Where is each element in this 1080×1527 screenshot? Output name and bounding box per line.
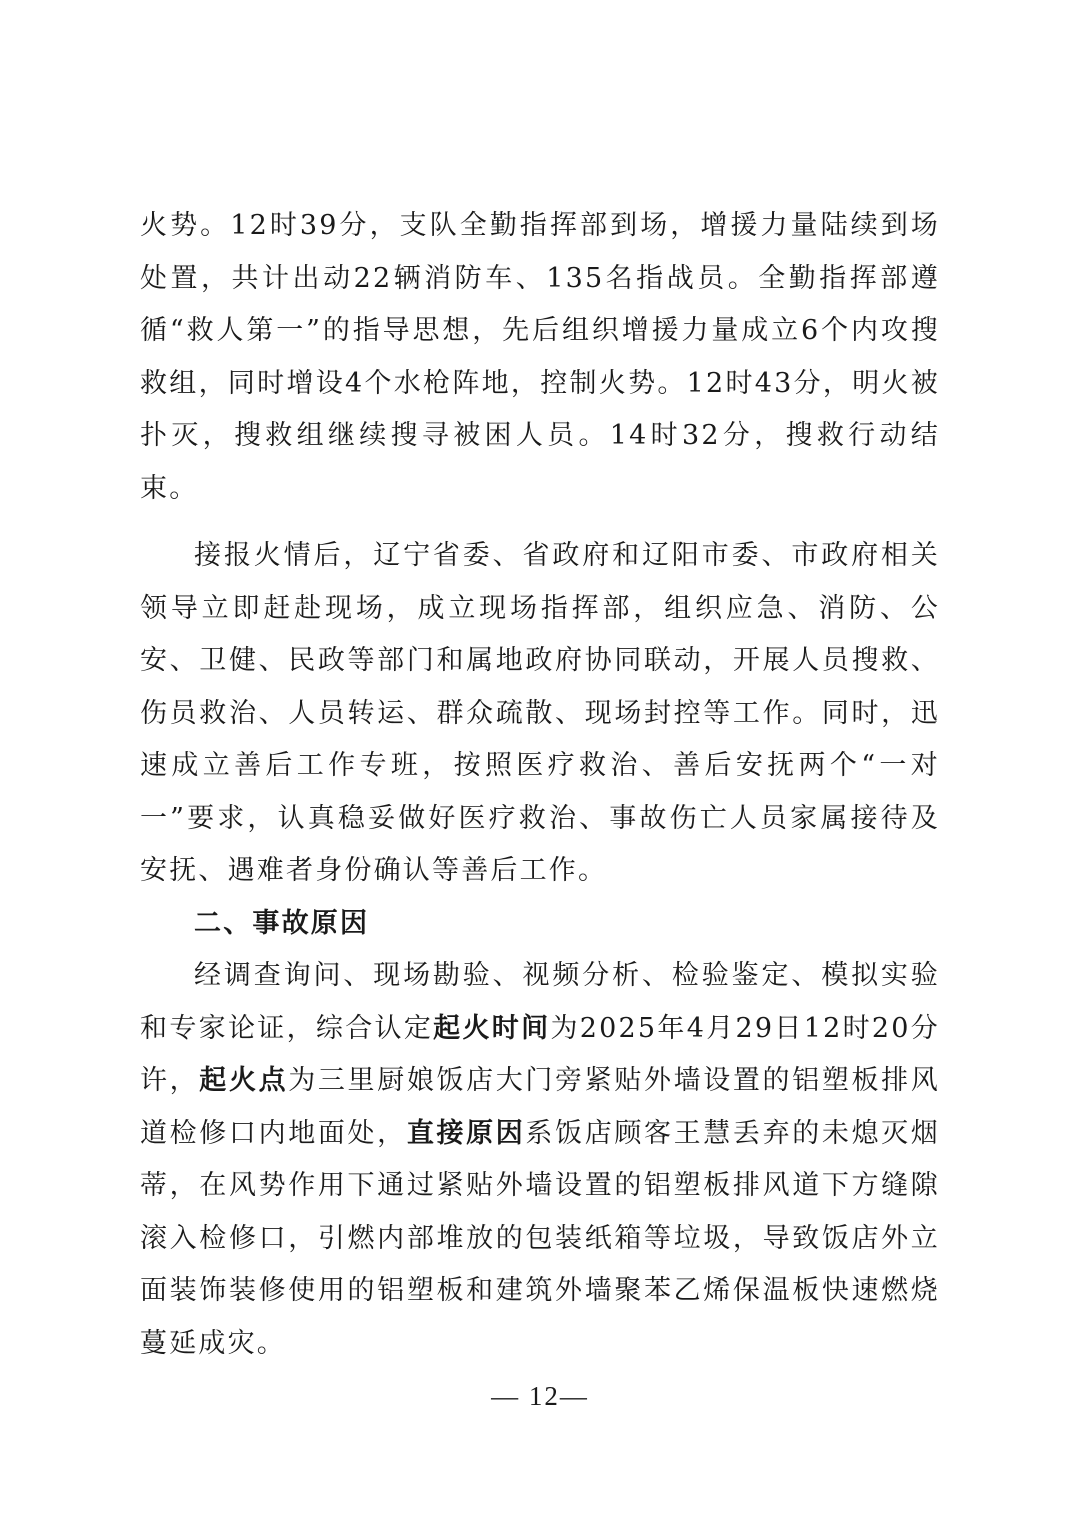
cause-text-part-2: 为2025年4月29日12时20分许，: [140, 1012, 940, 1096]
paragraph-emergency-response: 接报火情后，辽宁省委、省政府和辽阳市委、市政府相关领导立即赶赴现场，成立现场指挥部，组织应急、消防、公安、卫健、民政等部门和属地政府协同联动，开展人员搜救、伤员救治、人员转运、群众疏散、现场封控等工作。同时，迅速成立善后工作专班，按照医疗救治、善后安抚两个“一对一”要求，认真稳妥做好医疗救治、事故伤亡人员家属接待及安抚、遇难者身份确认等善后工作。: [140, 540, 940, 886]
fire-time-label: 起火时间: [433, 1012, 551, 1044]
cause-text-part-3: 为三里厨娘饭店大门旁紧贴外墙设置的铝塑板排风道检修口内地面处，: [140, 1065, 940, 1149]
paragraph-accident-cause: [140, 950, 940, 1370]
cause-text-part-1: 经调查询问、现场勘验、视频分析、检验鉴定、模拟实验和专家论证，综合认定: [140, 960, 940, 1044]
fire-origin-label: 起火点: [199, 1065, 289, 1096]
direct-cause-label: 直接原因: [406, 1117, 526, 1149]
document-body: [140, 200, 940, 1370]
page-number: — 12—: [491, 1381, 589, 1411]
cause-text-part-4: 系饭店顾客王慧丢弃的未熄灭烟蒂，在风势作用下通过紧贴外墙设置的铝塑板排风道下方缝隙滚入检修口，引燃内部堆放的包装纸箱等垃圾，导致饭店外立面装饰装修使用的铝塑板和建筑外墙聚苯乙烯保温板快速燃烧蔓延成灾。: [140, 1117, 940, 1359]
section-heading-accident-cause: 二、事故原因: [194, 907, 370, 939]
paragraph-rescue-operation: 火势。12时39分，支队全勤指挥部到场，增援力量陆续到场处置，共计出动22辆消防车、135名指战员。全勤指挥部遵循“救人第一”的指导思想，先后组织增援力量成立6个内攻搜救组，同时增设4个水枪阵地，控制火势。12时43分，明火被扑灭，搜救组继续搜寻被困人员。14时32分，搜救行动结束。: [140, 210, 940, 504]
